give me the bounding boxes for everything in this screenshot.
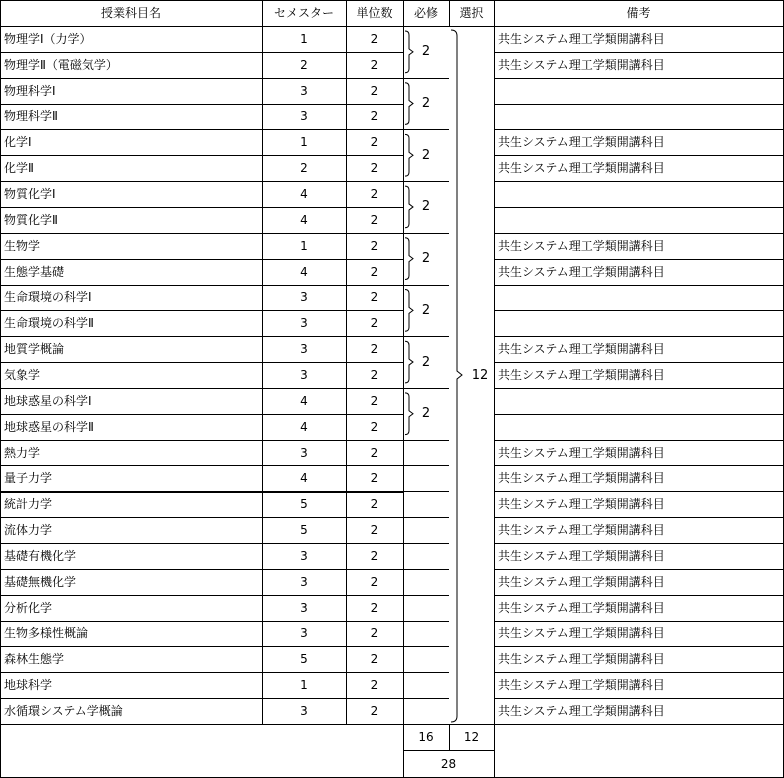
required-bracket <box>405 134 413 176</box>
total-elective: 12 <box>463 730 480 744</box>
remarks-cell <box>494 207 783 233</box>
required-divider <box>403 336 449 337</box>
remarks-cell: 共生システム理工学類開講科目 <box>498 574 665 589</box>
row-divider <box>494 78 784 79</box>
row-divider <box>494 104 784 105</box>
row-divider <box>494 233 784 234</box>
credits-cell: 2 <box>370 109 379 124</box>
subject-cell: 基礎無機化学 <box>4 574 77 589</box>
credits-cell: 2 <box>370 161 379 176</box>
border-left <box>0 0 1 778</box>
row-divider <box>494 362 784 363</box>
credits-cell: 2 <box>370 264 379 279</box>
row-divider <box>0 672 403 673</box>
remarks-cell <box>494 104 783 130</box>
required-group-value: 2 <box>421 147 431 163</box>
row-divider <box>0 155 403 156</box>
required-divider <box>403 646 449 647</box>
required-divider <box>403 181 449 182</box>
subject-cell: 化学Ⅰ <box>4 135 32 150</box>
required-group-value: 2 <box>421 96 431 112</box>
subject-cell: 水循環システム学概論 <box>4 704 123 719</box>
row-divider <box>494 517 784 518</box>
required-divider <box>403 621 449 622</box>
credits-cell: 2 <box>370 290 379 305</box>
row-divider <box>0 569 403 570</box>
row-divider <box>494 543 784 544</box>
required-divider <box>403 78 449 79</box>
required-bracket <box>405 31 413 73</box>
subject-cell: 地球科学 <box>4 678 53 693</box>
credits-cell: 2 <box>370 83 379 98</box>
required-divider <box>403 233 449 234</box>
semester-cell: 3 <box>300 574 308 589</box>
header-elective: 選択 <box>459 6 484 20</box>
row-divider <box>0 388 403 389</box>
required-divider <box>403 465 449 466</box>
row-divider <box>494 595 784 596</box>
semester-cell: 3 <box>300 626 308 641</box>
row-divider <box>494 207 784 208</box>
remarks-cell: 共生システム理工学類開講科目 <box>498 264 665 279</box>
row-divider <box>494 724 784 725</box>
row-divider <box>0 233 403 234</box>
column-divider <box>494 0 495 778</box>
row-divider <box>494 181 784 182</box>
credits-cell: 2 <box>370 548 379 563</box>
required-bracket <box>405 290 413 332</box>
subject-cell: 地球惑星の科学Ⅰ <box>4 393 92 408</box>
elective-group-value: 12 <box>471 367 489 383</box>
subject-cell: 森林生態学 <box>4 652 65 667</box>
subject-cell: 生物多様性概論 <box>4 626 89 641</box>
required-divider <box>403 517 449 518</box>
row-divider <box>0 78 403 79</box>
credits-cell: 2 <box>370 316 379 331</box>
semester-cell: 3 <box>300 290 308 305</box>
remarks-cell: 共生システム理工学類開講科目 <box>498 548 665 563</box>
subject-cell: 生物学 <box>4 238 41 253</box>
required-group-value: 2 <box>421 406 431 422</box>
remarks-cell: 共生システム理工学類開講科目 <box>498 367 665 382</box>
row-divider <box>0 491 403 493</box>
required-divider <box>403 543 449 544</box>
row-divider <box>0 181 403 182</box>
semester-cell: 4 <box>300 264 308 279</box>
remarks-cell: 共生システム理工学類開講科目 <box>498 57 665 72</box>
subject-cell: 生態学基礎 <box>4 264 65 279</box>
credits-cell: 2 <box>370 471 379 486</box>
row-divider <box>0 310 403 311</box>
remarks-cell <box>494 78 783 104</box>
row-divider <box>0 414 403 415</box>
row-divider <box>0 362 403 363</box>
row-divider <box>494 259 784 260</box>
elective-bracket <box>451 30 462 722</box>
required-divider <box>403 672 449 673</box>
required-group-value: 2 <box>421 199 431 215</box>
credits-cell: 2 <box>370 678 379 693</box>
remarks-cell: 共生システム理工学類開講科目 <box>498 342 665 357</box>
credits-cell: 2 <box>370 212 379 227</box>
subject-cell: 熱力学 <box>4 445 41 460</box>
required-divider <box>403 595 449 596</box>
required-bracket <box>405 238 413 280</box>
subject-cell: 地球惑星の科学Ⅱ <box>4 419 94 434</box>
column-divider <box>403 0 404 778</box>
subject-cell: 量子力学 <box>4 471 53 486</box>
row-divider <box>494 672 784 673</box>
row-divider <box>0 595 403 596</box>
row-divider <box>494 646 784 647</box>
required-divider <box>403 491 449 492</box>
row-divider <box>0 724 403 725</box>
semester-cell: 2 <box>300 161 308 176</box>
row-divider <box>0 440 403 441</box>
row-divider <box>494 698 784 699</box>
subject-cell: 化学Ⅱ <box>4 161 34 176</box>
required-divider <box>403 285 449 286</box>
row-divider <box>494 310 784 311</box>
required-bracket <box>405 83 413 125</box>
semester-cell: 4 <box>300 187 308 202</box>
semester-cell: 2 <box>300 57 308 72</box>
required-divider <box>403 569 449 570</box>
row-divider <box>494 285 784 286</box>
subject-cell: 物理科学Ⅱ <box>4 109 58 124</box>
row-divider <box>0 621 403 622</box>
remarks-cell: 共生システム理工学類開講科目 <box>498 445 665 460</box>
header-required: 必修 <box>413 6 438 20</box>
remarks-cell: 共生システム理工学類開講科目 <box>498 678 665 693</box>
row-divider <box>494 52 784 53</box>
credits-cell: 2 <box>370 600 379 615</box>
remarks-cell: 共生システム理工学類開講科目 <box>498 471 665 486</box>
credits-cell: 2 <box>370 187 379 202</box>
header-remarks: 備考 <box>626 6 651 20</box>
row-divider <box>494 440 784 441</box>
semester-cell: 1 <box>300 135 308 150</box>
semester-cell: 4 <box>300 419 308 434</box>
required-group-value: 2 <box>421 354 431 370</box>
subject-cell: 物理学Ⅰ（力学） <box>4 31 92 46</box>
required-divider <box>403 698 449 699</box>
required-bracket <box>405 393 413 435</box>
semester-cell: 3 <box>300 367 308 382</box>
subject-cell: 地質学概論 <box>4 342 65 357</box>
row-divider <box>0 285 403 286</box>
row-divider <box>0 465 403 466</box>
total-required: 16 <box>418 730 434 744</box>
semester-cell: 3 <box>300 316 308 331</box>
credits-cell: 2 <box>370 497 379 512</box>
semester-cell: 1 <box>300 31 308 46</box>
semester-cell: 3 <box>300 445 308 460</box>
subject-cell: 生命環境の科学Ⅱ <box>4 316 94 331</box>
subject-cell: 物理科学Ⅰ <box>4 83 56 98</box>
remarks-cell: 共生システム理工学類開講科目 <box>498 238 665 253</box>
semester-cell: 5 <box>300 497 308 512</box>
subject-cell: 基礎有機化学 <box>4 548 77 563</box>
subject-cell: 物理学Ⅱ（電磁気学） <box>4 57 118 72</box>
row-divider <box>494 414 784 415</box>
remarks-cell <box>494 285 783 311</box>
row-divider <box>494 336 784 337</box>
credits-cell: 2 <box>370 523 379 538</box>
row-divider <box>494 569 784 570</box>
credits-cell: 2 <box>370 31 379 46</box>
row-divider <box>494 388 784 389</box>
semester-cell: 5 <box>300 652 308 667</box>
semester-cell: 5 <box>300 523 308 538</box>
credits-cell: 2 <box>370 238 379 253</box>
row-divider <box>0 129 403 130</box>
semester-cell: 3 <box>300 83 308 98</box>
required-bracket <box>405 186 413 228</box>
remarks-cell <box>494 388 783 414</box>
subject-cell: 気象学 <box>4 367 41 382</box>
subject-cell: 統計力学 <box>4 497 53 512</box>
credits-cell: 2 <box>370 704 379 719</box>
credits-cell: 2 <box>370 626 379 641</box>
required-divider <box>403 388 449 389</box>
row-divider <box>0 52 403 53</box>
credits-cell: 2 <box>370 57 379 72</box>
required-group-value: 2 <box>421 251 431 267</box>
remarks-cell: 共生システム理工学類開講科目 <box>498 497 665 512</box>
header-semester: セメスター <box>273 6 334 20</box>
column-divider <box>449 0 450 26</box>
row-divider <box>0 646 403 647</box>
remarks-cell: 共生システム理工学類開講科目 <box>498 626 665 641</box>
semester-cell: 3 <box>300 600 308 615</box>
row-divider <box>494 129 784 130</box>
required-divider <box>403 129 449 130</box>
remarks-cell: 共生システム理工学類開講科目 <box>498 652 665 667</box>
subject-cell: 生命環境の科学Ⅰ <box>4 290 92 305</box>
semester-cell: 1 <box>300 238 308 253</box>
credits-cell: 2 <box>370 393 379 408</box>
row-divider <box>0 336 403 337</box>
required-divider <box>403 440 449 441</box>
row-divider <box>494 621 784 622</box>
subject-cell: 物質化学Ⅱ <box>4 212 58 227</box>
remarks-cell <box>494 310 783 336</box>
credits-cell: 2 <box>370 445 379 460</box>
row-divider <box>0 543 403 544</box>
header-subject: 授業科目名 <box>100 6 161 20</box>
border-top <box>0 0 784 1</box>
row-divider <box>494 491 784 492</box>
semester-cell: 1 <box>300 678 308 693</box>
remarks-cell: 共生システム理工学類開講科目 <box>498 523 665 538</box>
subject-cell: 物質化学Ⅰ <box>4 187 56 202</box>
remarks-cell: 共生システム理工学類開講科目 <box>498 161 665 176</box>
semester-cell: 4 <box>300 471 308 486</box>
remarks-cell <box>494 181 783 207</box>
header-credits: 単位数 <box>356 6 393 20</box>
semester-cell: 3 <box>300 548 308 563</box>
semester-cell: 4 <box>300 212 308 227</box>
header-divider <box>0 26 784 27</box>
row-divider <box>0 104 403 105</box>
semester-cell: 3 <box>300 342 308 357</box>
subject-cell: 流体力学 <box>4 523 53 538</box>
row-divider <box>0 698 403 699</box>
semester-cell: 3 <box>300 109 308 124</box>
credits-cell: 2 <box>370 419 379 434</box>
row-divider <box>0 517 403 518</box>
required-group-value: 2 <box>421 302 431 318</box>
row-divider <box>494 155 784 156</box>
required-bracket <box>405 341 413 383</box>
credits-cell: 2 <box>370 652 379 667</box>
remarks-cell: 共生システム理工学類開講科目 <box>498 31 665 46</box>
remarks-cell: 共生システム理工学類開講科目 <box>498 704 665 719</box>
credits-cell: 2 <box>370 135 379 150</box>
row-divider <box>494 465 784 466</box>
credits-cell: 2 <box>370 574 379 589</box>
credits-cell: 2 <box>370 367 379 382</box>
required-group-value: 2 <box>421 44 431 60</box>
credits-cell: 2 <box>370 342 379 357</box>
remarks-cell: 共生システム理工学類開講科目 <box>498 600 665 615</box>
semester-cell: 3 <box>300 704 308 719</box>
subject-cell: 分析化学 <box>4 600 53 615</box>
row-divider <box>0 259 403 260</box>
remarks-cell <box>494 414 783 440</box>
row-divider <box>0 207 403 208</box>
total-grand: 28 <box>440 756 457 771</box>
semester-cell: 4 <box>300 393 308 408</box>
remarks-cell: 共生システム理工学類開講科目 <box>498 135 665 150</box>
